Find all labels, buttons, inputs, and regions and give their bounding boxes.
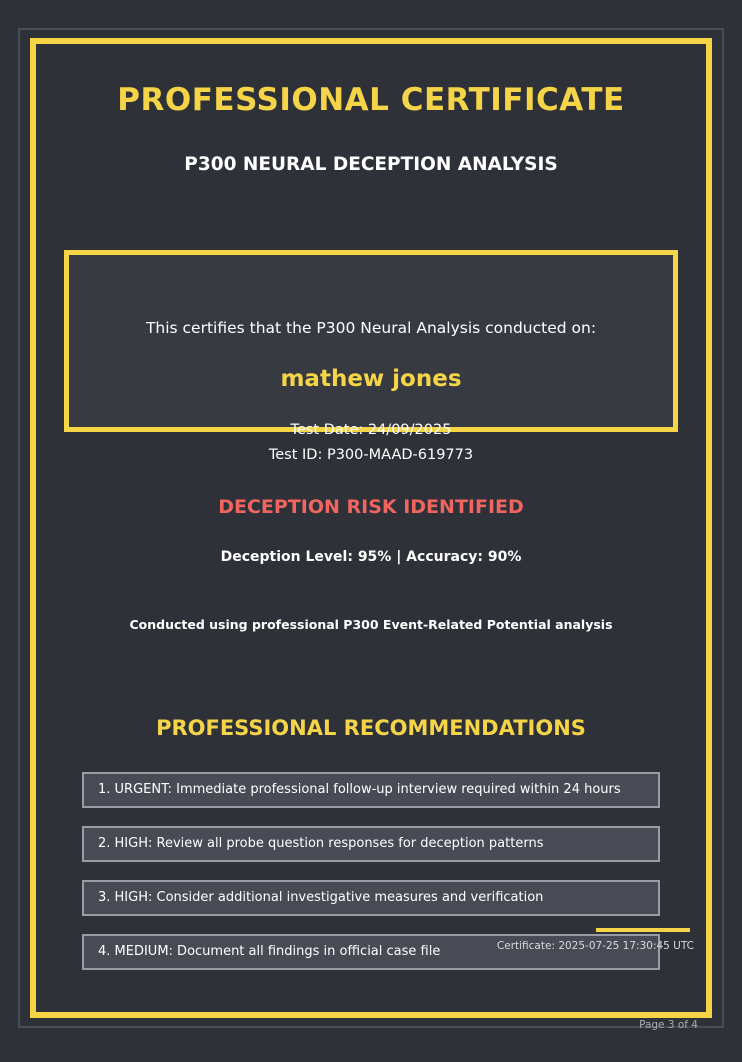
recommendations-title: PROFESSIONAL RECOMMENDATIONS (156, 716, 586, 740)
test-id: Test ID: P300-MAAD-619773 (268, 447, 474, 463)
deception-level-accuracy: Deception Level: 95% | Accuracy: 90% (220, 549, 522, 565)
deception-risk-banner: DECEPTION RISK IDENTIFIED (218, 496, 524, 518)
list-item: 2. HIGH: Review all probe question responses for deception patterns (82, 826, 660, 862)
analysis-method-note: Conducted using professional P300 Event-Related Potential analysis (129, 617, 613, 632)
certificate-detail-panel (64, 250, 678, 632)
list-item: 4. MEDIUM: Document all findings in official case file (82, 934, 660, 970)
subject-name: mathew jones (280, 366, 462, 392)
certificate-content (36, 44, 706, 1031)
page-number: Page 3 of 4 (639, 1019, 698, 1031)
list-item: 1. URGENT: Immediate professional follow-up interview required within 24 hours (82, 772, 660, 808)
gold-accent-rule (596, 928, 690, 932)
test-date: Test Date: 24/09/2025 (290, 422, 452, 438)
certificate-subtitle: P300 NEURAL DECEPTION ANALYSIS (184, 154, 558, 175)
certificate-title: PROFESSIONAL CERTIFICATE (117, 82, 625, 118)
certifies-statement: This certifies that the P300 Neural Analysis conducted on: (145, 319, 597, 337)
list-item: 3. HIGH: Consider additional investigative measures and verification (82, 880, 660, 916)
certificate-detail-inner (69, 255, 673, 632)
certificate-timestamp: Certificate: 2025-07-25 17:30:45 UTC (496, 940, 694, 952)
recommendations-list (82, 772, 660, 988)
